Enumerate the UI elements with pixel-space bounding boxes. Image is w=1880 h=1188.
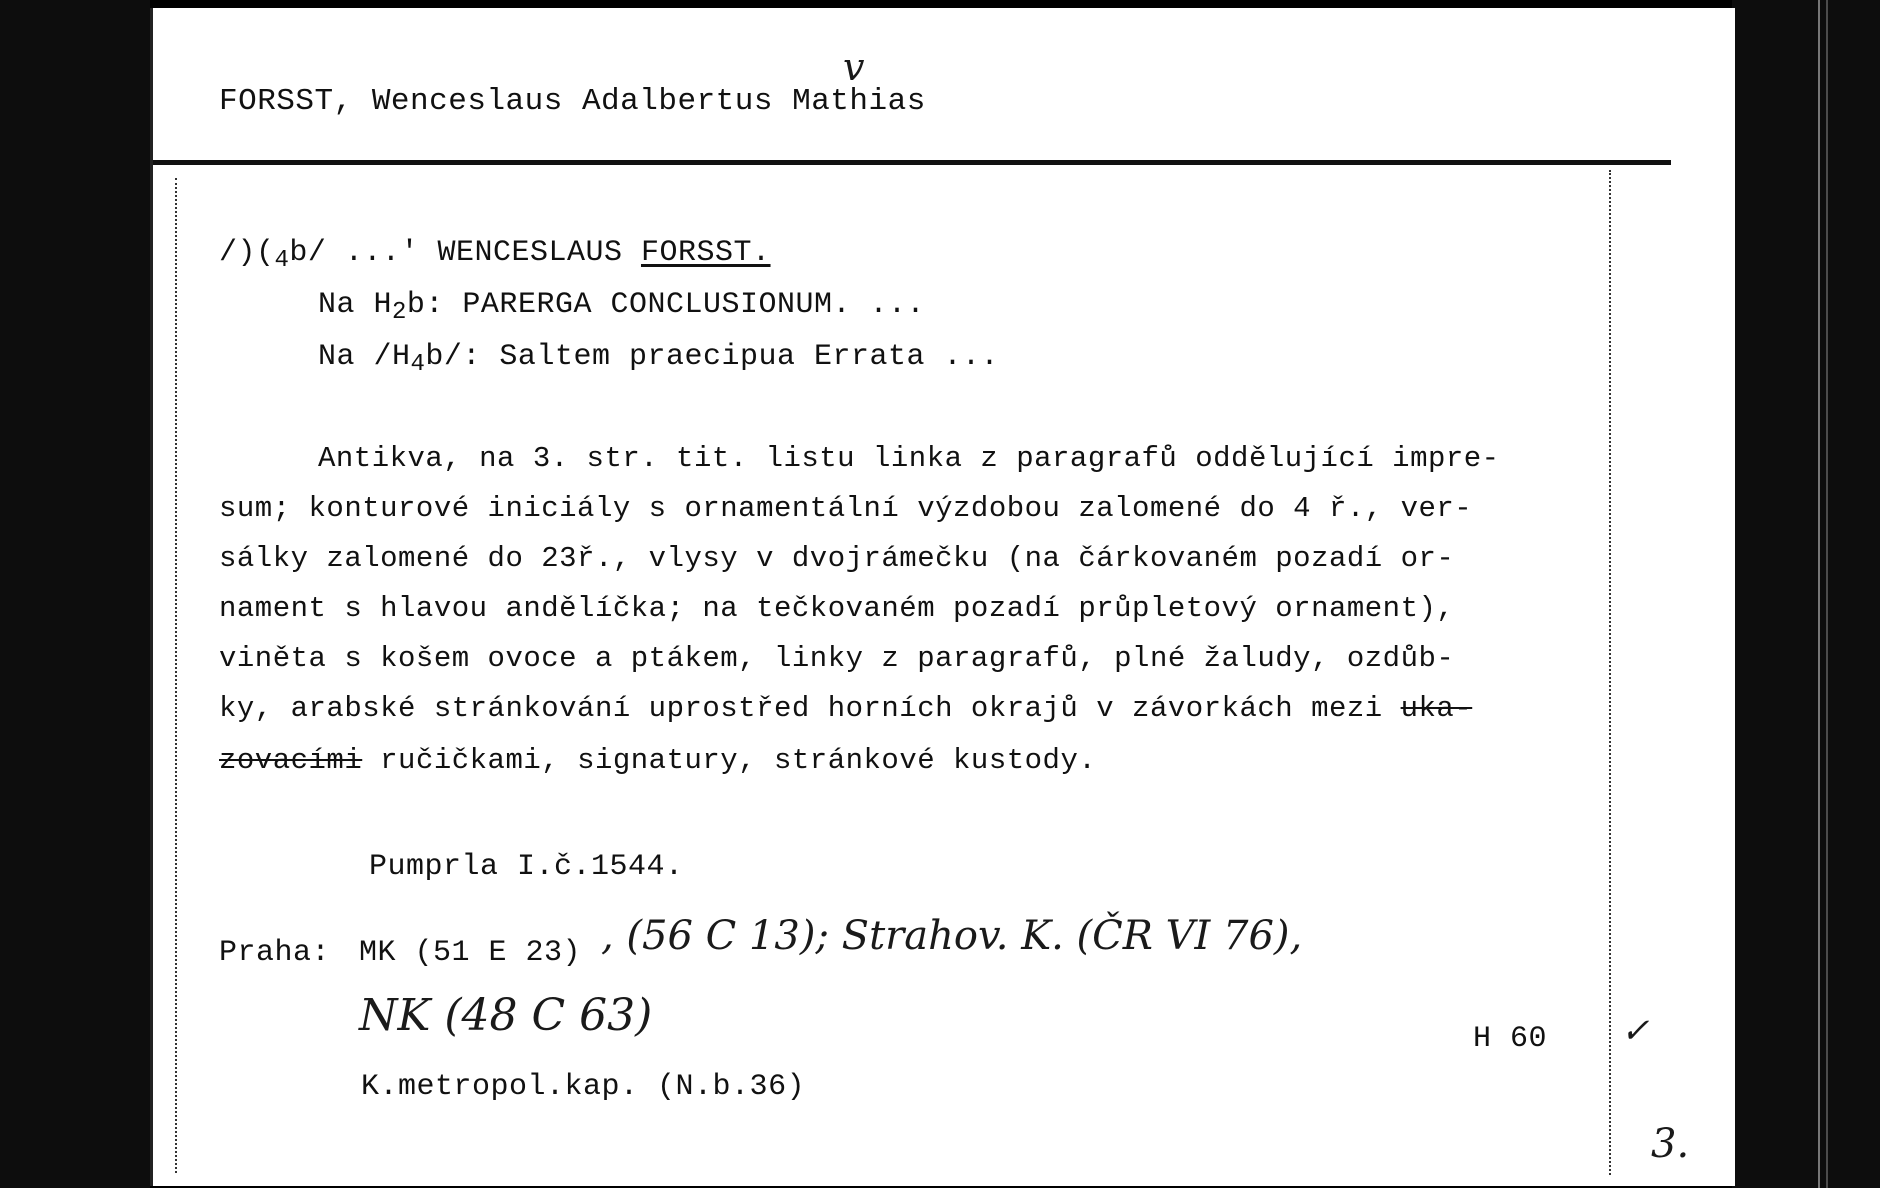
- catalog-card: [150, 8, 1735, 1186]
- check-mark: ✓: [1621, 1011, 1650, 1051]
- right-dark-margin: [1732, 0, 1880, 1188]
- header-rule: [153, 160, 1671, 165]
- right-film-strip-line: [1826, 0, 1828, 1188]
- holdings-handwritten-2: NK (48 C 63): [359, 990, 653, 1041]
- holdings-label: Praha:: [219, 936, 331, 970]
- description-line-7: zovacími ručičkami, signatury, stránkové kustody.: [219, 744, 1097, 777]
- shelfmark: H 60: [1473, 1022, 1548, 1056]
- left-dark-margin: [0, 0, 150, 1188]
- description-line-3: sálky zalomené do 23ř., vlysy v dvojrámečku (na čárkovaném pozadí or-: [219, 542, 1455, 575]
- description-line-2: sum; konturové iniciály s ornamentální výzdobou zalomené do 4 ř., ver-: [219, 492, 1473, 525]
- handwritten-correction-mark: v: [843, 45, 865, 89]
- holdings-typed-1: MK (51 E 23): [359, 936, 582, 970]
- description-line-1: Antikva, na 3. str. tit. listu linka z paragrafů oddělující impre-: [318, 442, 1500, 475]
- body-frame-right: [1609, 170, 1611, 1175]
- card-heading: FORSST, Wenceslaus Adalbertus Mathias: [219, 84, 926, 119]
- incipit-line-1-sub: 4: [274, 247, 290, 274]
- description-line-5: viněta s košem ovoce a ptákem, linky z paragrafů, plné žaludy, ozdůb-: [219, 642, 1455, 675]
- holdings-handwritten-1: , (56 C 13); Strahov. K. (ČR VI 76),: [601, 913, 1303, 959]
- body-frame-left: [175, 178, 177, 1173]
- description-line-6: ky, arabské stránkování uprostřed horních okrajů v závorkách mezi uka-: [219, 692, 1473, 725]
- incipit-line-2: Na $H_2b$: PARERGA CONCLUSIONUM. ...: [318, 288, 926, 326]
- holdings-typed-2: K.metropol.kap. (N.b.36): [361, 1070, 806, 1104]
- right-film-strip-line: [1818, 0, 1820, 1188]
- struck-text: uka-: [1400, 692, 1473, 725]
- incipit-line-1: $/)(_4b/$ ...' WENCESLAUS FORSST.: [219, 236, 771, 274]
- bibliographic-reference: Pumprla I.č.1544.: [369, 850, 684, 884]
- incipit-author-underlined: FORSST.: [640, 236, 771, 270]
- struck-text: zovacími: [219, 744, 363, 777]
- incipit-line-3: Na $/H_4b/$: Saltem praecipua Errata ...: [318, 340, 1000, 378]
- page-number: 3.: [1651, 1121, 1690, 1167]
- description-line-4: nament s hlavou andělíčka; na tečkovaném pozadí průpletový ornament),: [219, 592, 1455, 625]
